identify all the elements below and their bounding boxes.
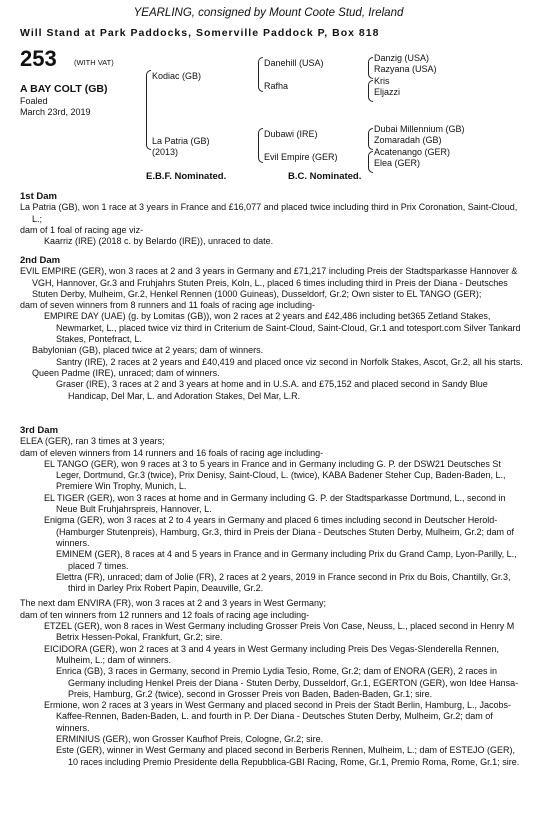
produce-record: EL TIGER (GER), won 3 races at home and in Germany including G. P. der Stadtsparkasse Dortmund, L., second in Neue Bult Fruhjahrspreis, Hannover, L. — [44, 492, 506, 515]
dam-produce-summary: dam of ten winners from 12 runners and 12 foals of racing age including- — [20, 609, 310, 620]
pedigree-bracket — [368, 151, 373, 173]
section-heading: 1st Dam — [20, 191, 57, 202]
pedigree-bracket — [368, 57, 373, 79]
produce-record: ERMINIUS (GER), won Grosser Kaufhof Preis, Cologne, Gr.2; sire. — [56, 734, 324, 745]
lot-description: A BAY COLT (GB) — [20, 83, 108, 95]
pedigree-gen3: Dubai Millennium (GB) — [374, 124, 465, 134]
stand-location: Will Stand at Park Paddocks, Somerville Paddock P, Box 818 — [20, 27, 380, 39]
produce-record: Santry (IRE), 2 races at 2 years and £40,419 and placed once viz second in Norfolk Stakes, Ascot, Gr.2, all his starts. — [56, 356, 523, 367]
section-heading: 2nd Dam — [20, 255, 61, 266]
produce-record: Enigma (GER), won 3 races at 2 to 4 years in Germany and placed 6 times including second in Deutscher Herold-(Hamburger Stutenpreis), Hamburg, Gr.3, third in Preis der Diana - Deutsches Stuten Derby, Mulheim, Gr.2; dam of winners. — [44, 515, 515, 548]
pedigree-sire-sire: Danehill (USA) — [264, 58, 324, 68]
pedigree-bracket — [258, 57, 263, 92]
produce-record: Queen Padme (IRE), unraced; dam of winners. — [32, 367, 220, 378]
produce-record: Ermione, won 2 races at 3 years in West Germany and placed second in Preis der Stadt Berlin, Hamburg, L., Jacobs-Kaffee-Rennen, Baden-Baden, L. and fourth in P. Der Diana - Deutsches Stuten Derby, Mulheim, Gr.2; dam of winners. — [44, 700, 512, 733]
second-dam-section — [20, 255, 524, 402]
pedigree-gen3: Kris — [374, 76, 390, 86]
first-dam-section — [20, 191, 524, 247]
pedigree-gen3: Zomaradah (GB) — [374, 135, 442, 145]
pedigree-dam-dam: Evil Empire (GER) — [264, 152, 338, 162]
pedigree-dam-year: (2013) — [152, 147, 179, 157]
third-dam-section — [20, 425, 524, 768]
pedigree-gen3: Elea (GER) — [374, 158, 421, 168]
foaled-date: March 23rd, 2019 — [20, 107, 91, 117]
produce-record: Elettra (FR), unraced; dam of Jolie (FR), 2 races at 2 years, 2019 in France second in Prix du Bois, Chantilly, Gr.3, third in Darley Prix Robert Papin, Deauville, Gr.2. — [56, 571, 511, 594]
pedigree-bracket — [368, 80, 373, 102]
produce-record: ETZEL (GER), won 8 races in West Germany including Grosser Preis Von Case, Neuss, L., placed second in Henry M Betrix Hessen-Pokal, Frankfurt, Gr.2; sire. — [44, 621, 515, 643]
produce-record: Graser (IRE), 3 races at 2 and 3 years at home and in U.S.A. and £75,152 and placed second in Sandy Blue Handicap, Del Mar, L. and Adoration Stakes, Del Mar, L.R. — [56, 379, 488, 401]
dam-record: ELEA (GER), ran 3 times at 3 years; — [20, 436, 165, 447]
produce-record: EICIDORA (GER), won 2 races at 3 and 4 years in West Germany including Preis Des Vegas-Slenderella Rennen, Mulheim, L.; dam of winners. — [44, 643, 500, 665]
produce-record: Enrica (GB), 3 races in Germany, second in Premio Lydia Tesio, Rome, Gr.2; dam of ENORA (GER), 2 races in Germany including Henkel Preis der Diana - Stuten Derby, Dusseldorf, Gr.1, EGERTON (GER), won Idee Hansa-Preis, Hamburg, Gr.2 (twice), second in Grosser Preis von Baden, Baden-Baden, Gr.1; sire. — [56, 666, 519, 699]
dam-record: La Patria (GB), won 1 race at 3 years in France and £16,077 and placed twice including third in Prix Coronation, Saint-Cloud, L.; — [20, 202, 518, 224]
next-dam-record: The next dam ENVIRA (FR), won 3 races at 2 and 3 years in West Germany; — [20, 598, 326, 609]
section-heading: 3rd Dam — [20, 425, 59, 436]
pedigree-sire: Kodiac (GB) — [152, 71, 202, 81]
produce-record: Este (GER), winner in West Germany and placed second in Berberis Rennen, Mulheim, L.; dam of ESTEJO (GER), 10 races including Premio Presidente della Repubblica-GBI Racing, Rome, Gr.1, Premio Roma, Rome, Gr.1; sire. — [56, 745, 520, 767]
pedigree-bracket — [146, 70, 151, 150]
dam-record: EVIL EMPIRE (GER), won 3 races at 2 and 3 years in Germany and £71,217 including Preis der Stadtsparkasse Hannover & VGH, Hannover, Gr.3 and Fruhjahrs Stuten Preis, Koln, L., placed 6 times including third in Preis der Diana - Deutsches Stuten Derby, Mulheim, Gr.2, Henkel Rennen (1000 Guineas), Dusseldorf, Gr.2; Own sister to EL TANGO (GER); — [20, 266, 518, 299]
pedigree-gen3: Acatenango (GER) — [374, 147, 451, 157]
vat-label: (WITH VAT) — [74, 58, 114, 67]
pedigree-dam-sire: Dubawi (IRE) — [264, 129, 318, 139]
dam-produce-summary: dam of seven winners from 8 runners and 11 foals of racing age including- — [20, 300, 315, 311]
pedigree-dam: La Patria (GB) — [152, 136, 210, 146]
page-title: YEARLING, consigned by Mount Coote Stud, Ireland — [133, 7, 404, 19]
produce-record: Babylonian (GB), placed twice at 2 years; dam of winners. — [32, 345, 264, 356]
lot-number: 253 — [20, 46, 57, 71]
pedigree-bracket — [258, 128, 263, 163]
produce-record: EMPIRE DAY (UAE) (g. by Lomitas (GB)), won 2 races at 2 years and £42,486 including bet365 Zetland Stakes, Newmarket, L., placed twice viz third in Criterium de Saint-Cloud, Saint-Cloud, Gr.1 and totesport.com Silver Tankard Stakes, Pontefract, L. — [44, 311, 521, 345]
pedigree-gen3: Danzig (USA) — [374, 53, 430, 63]
foaled-info — [20, 96, 130, 118]
produce-record: EL TANGO (GER), won 9 races at 3 to 5 years in France and in Germany including G. P. der DSW21 Deutsches St Leger, Dortmund, Gr.3 (twice), Prix Denisy, Saint-Cloud, L. (twice), KABA Badener Steher Cup, Baden-Baden, L., Premiere Win Trophy, Munich, L. — [44, 458, 506, 492]
foaled-label: Foaled — [20, 96, 48, 106]
pedigree-gen3: Eljazzi — [374, 87, 401, 97]
dam-produce-summary: dam of eleven winners from 14 runners and 16 foals of racing age including- — [20, 447, 324, 458]
pedigree-gen3: Razyana (USA) — [374, 64, 437, 74]
pedigree-sire-dam: Rafha — [264, 81, 289, 91]
produce-record: Kaarriz (IRE) (2018 c. by Belardo (IRE)), unraced to date. — [44, 236, 274, 247]
produce-record: EMINEM (GER), 8 races at 4 and 5 years in France and in Germany including Prix du Grand Camp, Lyon-Parilly, L., placed 7 times. — [56, 549, 517, 571]
dam-produce-summary: dam of 1 foal of racing age viz- — [20, 224, 144, 235]
ebf-nominated: E.B.F. Nominated. — [146, 171, 227, 182]
bc-nominated: B.C. Nominated. — [288, 171, 362, 182]
pedigree-bracket — [368, 128, 373, 150]
